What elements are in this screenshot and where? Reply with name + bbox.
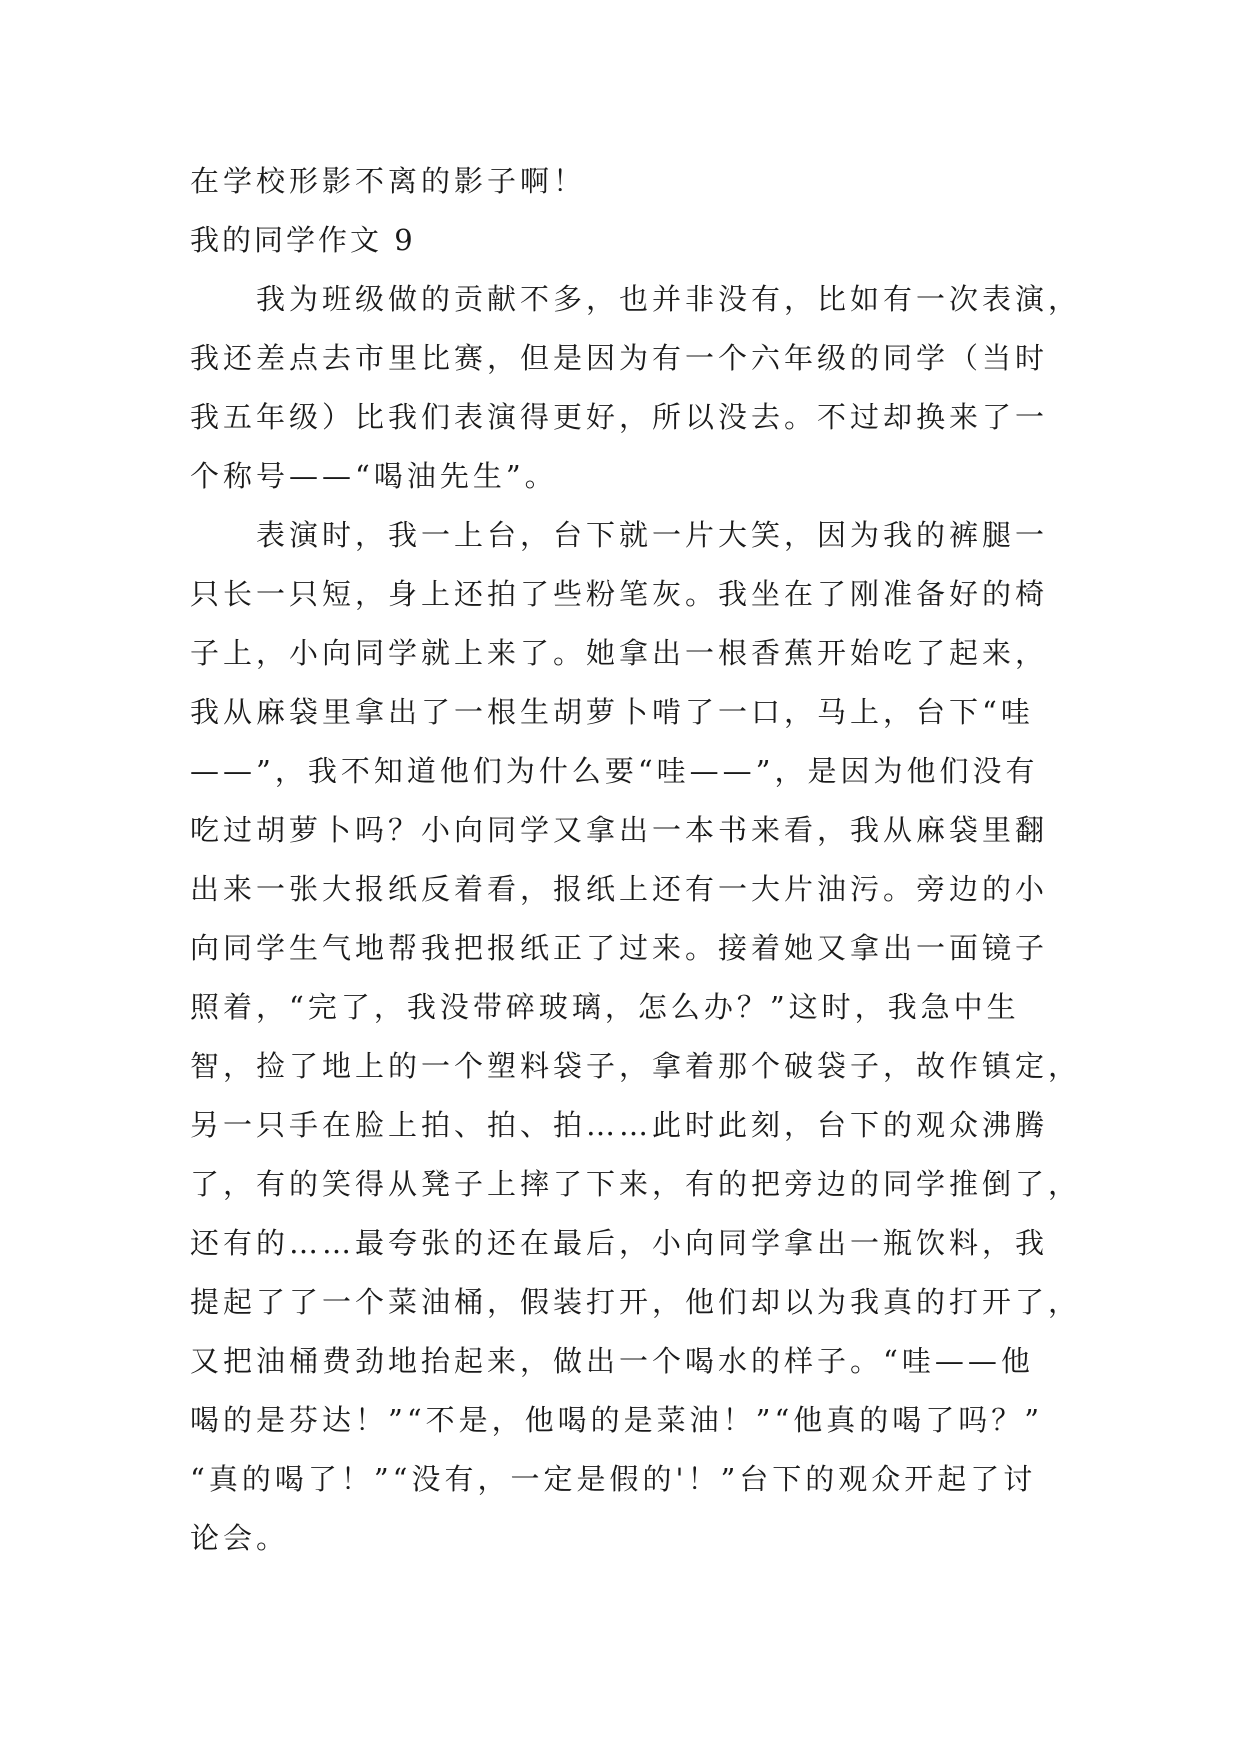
paragraph-line: 另一只手在脸上拍、拍、拍……此时此刻，台下的观众沸腾 — [190, 1108, 1049, 1142]
paragraph-line: 个称号——“喝油先生”。 — [190, 459, 558, 493]
paragraph-1 — [190, 278, 1082, 497]
lead-line: 在学校形影不离的影子啊！ — [190, 164, 587, 198]
paragraph-line: 提起了了一个菜油桶，假装打开，他们却以为我真的打开了， — [190, 1285, 1082, 1319]
paragraph-line: 只长一只短，身上还拍了些粉笔灰。我坐在了刚准备好的椅 — [190, 577, 1049, 611]
paragraph-line: 喝的是芬达！”“不是，他喝的是菜油！”“他真的喝了吗？” — [190, 1403, 1044, 1437]
paragraph-line: 我为班级做的贡献不多，也并非没有，比如有一次表演， — [256, 282, 1082, 316]
paragraph-line: 我还差点去市里比赛，但是因为有一个六年级的同学（当时 — [190, 341, 1049, 375]
paragraph-line: 照着，“完了，我没带碎玻璃，怎么办？”这时，我急中生 — [190, 990, 1020, 1024]
paragraph-line: 我五年级）比我们表演得更好，所以没去。不过却换来了一 — [190, 400, 1049, 434]
paragraph-line: 论会。 — [190, 1521, 290, 1555]
paragraph-line: 智，捡了地上的一个塑料袋子，拿着那个破袋子，故作镇定， — [190, 1049, 1082, 1083]
paragraph-2 — [190, 514, 1082, 1559]
paragraph-line: 出来一张大报纸反着看，报纸上还有一大片油污。旁边的小 — [190, 872, 1049, 906]
paragraph-line: “真的喝了！”“没有，一定是假的'！”台下的观众开起了讨 — [190, 1462, 1037, 1496]
paragraph-line: 表演时，我一上台，台下就一片大笑，因为我的裤腿一 — [256, 518, 1049, 552]
essay-heading: 我的同学作文 9 — [190, 223, 416, 257]
paragraph-line: ——”，我不知道他们为什么要“哇——”，是因为他们没有 — [190, 754, 1039, 788]
paragraph-line: 又把油桶费劲地抬起来，做出一个喝水的样子。“哇——他 — [190, 1344, 1034, 1378]
paragraph-line: 我从麻袋里拿出了一根生胡萝卜啃了一口，马上，台下“哇 — [190, 695, 1034, 729]
paragraph-line: 吃过胡萝卜吗？小向同学又拿出一本书来看，我从麻袋里翻 — [190, 813, 1049, 847]
document-body — [190, 160, 1082, 1559]
paragraph-line: 子上，小向同学就上来了。她拿出一根香蕉开始吃了起来， — [190, 636, 1049, 670]
paragraph-line: 了，有的笑得从凳子上摔了下来，有的把旁边的同学推倒了， — [190, 1167, 1082, 1201]
paragraph-line: 向同学生气地帮我把报纸正了过来。接着她又拿出一面镜子 — [190, 931, 1049, 965]
paragraph-line: 还有的……最夸张的还在最后，小向同学拿出一瓶饮料，我 — [190, 1226, 1049, 1260]
